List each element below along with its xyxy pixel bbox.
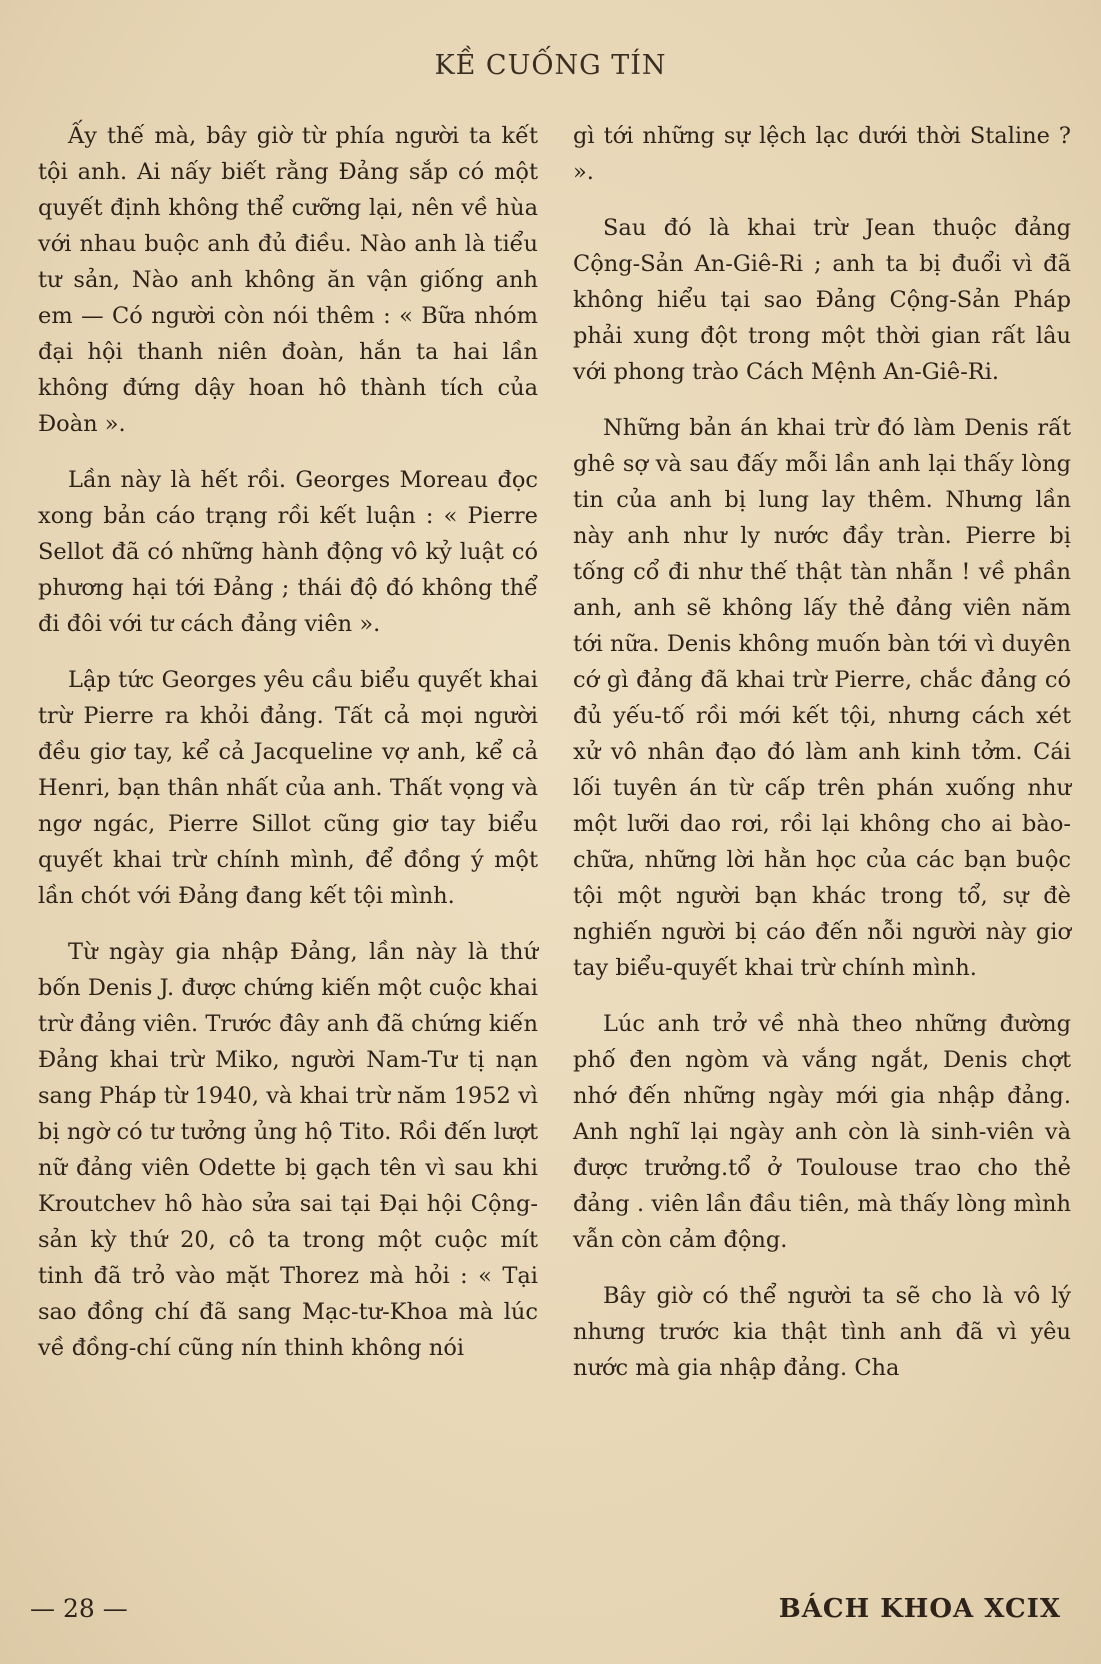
left-column — [38, 118, 538, 1386]
paragraph: Bây giờ có thể người ta sẽ cho là vô lý nhưng trước kia thật tình anh đã vì yêu nước mà gia nhập đảng. Cha — [573, 1283, 1071, 1381]
paragraph: Sau đó là khai trừ Jean thuộc đảng Cộng-Sản An-Giê-Ri ; anh ta bị đuổi vì đã không hiểu tại sao Đảng Cộng-Sản Pháp phải xung đột trong một thời gian rất lâu với phong trào Cách Mệnh An-Giê-Ri. — [573, 215, 1071, 385]
paragraph: Từ ngày gia nhập Đảng, lần này là thứ bốn Denis J. được chứng kiến một cuộc khai trừ đảng viên. Trước đây anh đã chứng kiến Đảng khai trừ Miko, người Nam-Tư tị nạn sang Pháp từ 1940, và khai trừ năm 1952 vì bị ngờ có tư tưởng ủng hộ Tito. Rồi đến lượt nữ đảng viên Odette bị gạch tên vì sau khi Kroutchev hô hào sửa sai tại Đại hội Cộng-sản kỳ thứ 20, cô ta trong một cuộc mít tinh đã trỏ vào mặt Thorez mà hỏi : « Tại sao đồng chí đã sang Mạc-tư-Khoa mà lúc về đồng-chí cũng nín thinh không nói — [38, 939, 538, 1361]
paragraph: Lần này là hết rồi. Georges Moreau đọc xong bản cáo trạng rồi kết luận : « Pierre Sellot đã có những hành động vô kỷ luật có phương hại tới Đảng ; thái độ đó không thể đi đôi với tư cách đảng viên ». — [38, 467, 538, 637]
paragraph: Lúc anh trở về nhà theo những đường phố đen ngòm và vắng ngắt, Denis chợt nhớ đến những ngày mới gia nhập đảng. Anh nghĩ lại ngày anh còn là sinh-viên và được trưởng.tổ ở Toulouse trao cho thẻ đảng . viên lần đầu tiên, mà thấy lòng mình vẫn còn cảm động. — [573, 1011, 1071, 1253]
right-column — [573, 118, 1071, 1406]
running-title: KỀ CUỐNG TÍN — [434, 50, 667, 81]
page-number: — 28 — — [30, 1594, 128, 1623]
paragraph-continued: gì tới những sự lệch lạc dưới thời Staline ? ». — [573, 123, 1071, 185]
paragraph: Lập tức Georges yêu cầu biểu quyết khai trừ Pierre ra khỏi đảng. Tất cả mọi người đều giơ tay, kể cả Jacqueline vợ anh, kể cả Henri, bạn thân nhất của anh. Thất vọng và ngơ ngác, Pierre Sillot cũng giơ tay biểu quyết khai trừ chính mình, để đồng ý một lần chót với Đảng đang kết tội mình. — [38, 667, 538, 909]
paragraph: Những bản án khai trừ đó làm Denis rất ghê sợ và sau đấy mỗi lần anh lại thấy lòng tin của anh bị lung lay thêm. Nhưng lần này anh như ly nước đầy tràn. Pierre bị tống cổ đi như thế thật tàn nhẫn ! về phần anh, anh sẽ không lấy thẻ đảng viên năm tới nữa. Denis không muốn bàn tới vì duyên cớ gì đảng đã khai trừ Pierre, chắc đảng có đủ yếu-tố rồi mới kết tội, nhưng cách xét xử vô nhân đạo đó làm anh kinh tởm. Cái lối tuyên án từ cấp trên phán xuống như một lưỡi dao rơi, rồi lại không cho ai bào-chữa, những lời hằn học của các bạn buộc tội một người bạn khác trong tổ, sự đè nghiến người bị cáo đến nỗi người này giơ tay biểu-quyết khai trừ chính mình. — [573, 415, 1071, 981]
paragraph: Ấy thế mà, bây giờ từ phía người ta kết tội anh. Ai nấy biết rằng Đảng sắp có một quyết định không thể cưỡng lại, nên về hùa với nhau buộc anh đủ điều. Nào anh là tiểu tư sản, Nào anh không ăn vận giống anh em — Có người còn nói thêm : « Bữa nhóm đại hội thanh niên đoàn, hắn ta hai lần không đứng dậy hoan hô thành tích của Đoàn ». — [38, 123, 538, 437]
publication-name: BÁCH KHOA XCIX — [778, 1594, 1061, 1624]
